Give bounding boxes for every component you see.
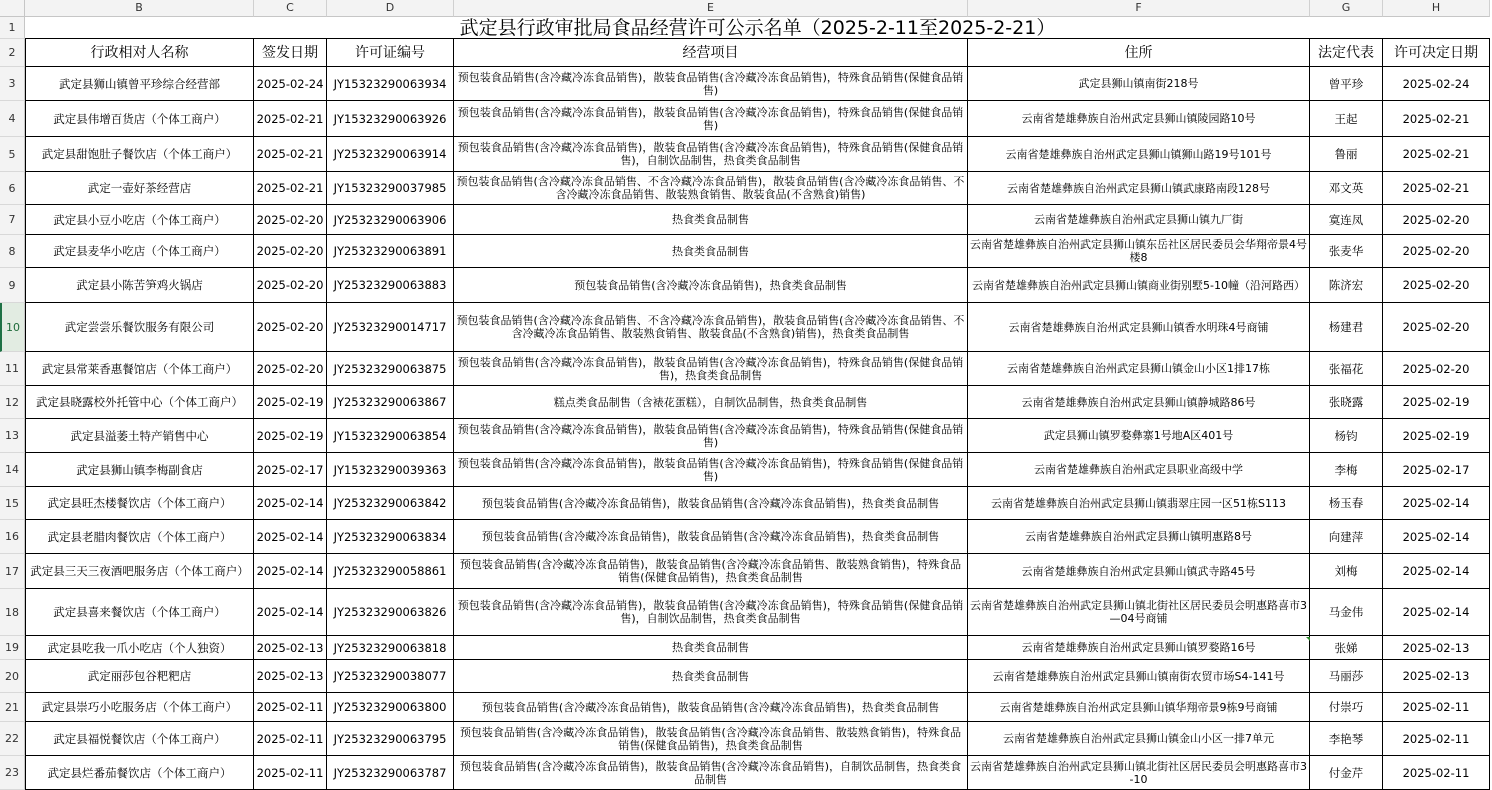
- header-address-column[interactable]: 住所: [968, 39, 1310, 67]
- cell-decision[interactable]: 2025-02-14: [1383, 520, 1490, 554]
- cell-address[interactable]: 云南省楚雄彝族自治州武定县狮山镇武康路南段128号: [968, 172, 1310, 205]
- cell-rep[interactable]: 张晓露: [1310, 386, 1383, 419]
- row-header-4[interactable]: 4: [0, 101, 25, 137]
- cell-date[interactable]: 2025-02-13: [254, 636, 327, 660]
- cell-date[interactable]: 2025-02-14: [254, 520, 327, 554]
- cell-license[interactable]: JY25323290063891: [327, 235, 454, 268]
- row-header-13[interactable]: 13: [0, 419, 25, 453]
- cell-date[interactable]: 2025-02-20: [254, 235, 327, 268]
- row-header-9[interactable]: 9: [0, 268, 25, 303]
- cell-date[interactable]: 2025-02-21: [254, 137, 327, 172]
- cell-address[interactable]: 云南省楚雄彝族自治州武定县狮山镇东岳社区居民委员会华翔帝景4号楼8: [968, 235, 1310, 268]
- header-name-column[interactable]: 行政相对人名称: [25, 39, 254, 67]
- cell-decision[interactable]: 2025-02-14: [1383, 554, 1490, 589]
- cell-decision[interactable]: 2025-02-20: [1383, 352, 1490, 386]
- cell-decision[interactable]: 2025-02-17: [1383, 453, 1490, 487]
- header-decision-column[interactable]: 许可决定日期: [1383, 39, 1490, 67]
- cell-name[interactable]: 武定县小陈苦笋鸡火锅店: [25, 268, 254, 303]
- cell-rep[interactable]: 马金伟: [1310, 589, 1383, 636]
- cell-license[interactable]: JY25323290063834: [327, 520, 454, 554]
- cell-date[interactable]: 2025-02-20: [254, 205, 327, 235]
- cell-name[interactable]: 武定一壶好茶经营店: [25, 172, 254, 205]
- cell-name[interactable]: 武定县狮山镇李梅副食店: [25, 453, 254, 487]
- cell-date[interactable]: 2025-02-24: [254, 67, 327, 101]
- cell-scope[interactable]: 预包装食品销售(含冷藏冷冻食品销售)，热食类食品制售: [454, 268, 968, 303]
- cell-scope[interactable]: 预包装食品销售(含冷藏冷冻食品销售、不含冷藏冷冻食品销售)，散装食品销售(含冷藏冷冻食品销售、不含冷藏冷冻食品销售、散装熟食销售、散装食品(不含熟食)销售): [454, 172, 968, 205]
- cell-decision[interactable]: 2025-02-20: [1383, 235, 1490, 268]
- cell-address[interactable]: 武定县狮山镇南街218号: [968, 67, 1310, 101]
- cell-license[interactable]: JY25323290063875: [327, 352, 454, 386]
- select-all-corner[interactable]: [0, 0, 25, 17]
- cell-address[interactable]: 武定县狮山镇罗婺彝寨1号地A区401号: [968, 419, 1310, 453]
- cell-date[interactable]: 2025-02-19: [254, 386, 327, 419]
- cell-name[interactable]: 武定县伟增百货店（个体工商户）: [25, 101, 254, 137]
- cell-date[interactable]: 2025-02-17: [254, 453, 327, 487]
- cell-license[interactable]: JY25323290063842: [327, 487, 454, 520]
- cell-decision[interactable]: 2025-02-14: [1383, 589, 1490, 636]
- header-license-column[interactable]: 许可证编号: [327, 39, 454, 67]
- cell-rep[interactable]: 杨钧: [1310, 419, 1383, 453]
- cell-scope[interactable]: 预包装食品销售(含冷藏冷冻食品销售)，散装食品销售(含冷藏冷冻食品销售)，特殊食品销售(保健食品销售): [454, 67, 968, 101]
- cell-license[interactable]: JY25323290063826: [327, 589, 454, 636]
- cell-decision[interactable]: 2025-02-11: [1383, 693, 1490, 722]
- cell-rep[interactable]: 向建萍: [1310, 520, 1383, 554]
- cell-scope[interactable]: 预包装食品销售(含冷藏冷冻食品销售)，散装食品销售(含冷藏冷冻食品销售、散装熟食销售)，特殊食品销售(保健食品销售)，热食类食品制售: [454, 554, 968, 589]
- column-header-b[interactable]: B: [25, 0, 254, 17]
- column-header-c[interactable]: C: [254, 0, 327, 17]
- cell-name[interactable]: 武定县吃我一爪小吃店（个人独资）: [25, 636, 254, 660]
- row-header-12[interactable]: 12: [0, 386, 25, 419]
- cell-license[interactable]: JY15323290063854: [327, 419, 454, 453]
- cell-license[interactable]: JY15323290063926: [327, 101, 454, 137]
- cell-rep[interactable]: 张福花: [1310, 352, 1383, 386]
- cell-license[interactable]: JY25323290063818: [327, 636, 454, 660]
- cell-rep[interactable]: 李梅: [1310, 453, 1383, 487]
- cell-license[interactable]: JY25323290058861: [327, 554, 454, 589]
- cell-rep[interactable]: 鲁丽: [1310, 137, 1383, 172]
- cell-date[interactable]: 2025-02-11: [254, 722, 327, 756]
- header-date-column[interactable]: 签发日期: [254, 39, 327, 67]
- row-header-16[interactable]: 16: [0, 520, 25, 554]
- cell-address[interactable]: 云南省楚雄彝族自治州武定县狮山镇武寺路45号: [968, 554, 1310, 589]
- cell-scope[interactable]: 预包装食品销售(含冷藏冷冻食品销售)，散装食品销售(含冷藏冷冻食品销售)，特殊食品销售(保健食品销售): [454, 101, 968, 137]
- cell-license[interactable]: JY25323290063795: [327, 722, 454, 756]
- row-header-22[interactable]: 22: [0, 722, 25, 756]
- cell-name[interactable]: 武定县小豆小吃店（个体工商户）: [25, 205, 254, 235]
- row-header-3[interactable]: 3: [0, 67, 25, 101]
- cell-license[interactable]: JY25323290014717: [327, 303, 454, 352]
- column-header-g[interactable]: G: [1310, 0, 1383, 17]
- cell-address[interactable]: 云南省楚雄彝族自治州武定县狮山镇金山小区1排17栋: [968, 352, 1310, 386]
- cell-date[interactable]: 2025-02-14: [254, 589, 327, 636]
- cell-address[interactable]: 云南省楚雄彝族自治州武定县狮山镇明惠路8号: [968, 520, 1310, 554]
- cell-license[interactable]: JY15323290063934: [327, 67, 454, 101]
- cell-scope[interactable]: 预包装食品销售(含冷藏冷冻食品销售)，散装食品销售(含冷藏冷冻食品销售)，特殊食品销售(保健食品销售)，热食类食品制售: [454, 352, 968, 386]
- cell-decision[interactable]: 2025-02-20: [1383, 268, 1490, 303]
- cell-indicator-icon: [1306, 637, 1310, 641]
- cell-decision[interactable]: 2025-02-20: [1383, 205, 1490, 235]
- cell-scope[interactable]: 预包装食品销售(含冷藏冷冻食品销售)，散装食品销售(含冷藏冷冻食品销售、散装熟食销售)，特殊食品销售(保健食品销售)，热食类食品制售: [454, 722, 968, 756]
- cell-scope[interactable]: 预包装食品销售(含冷藏冷冻食品销售)，散装食品销售(含冷藏冷冻食品销售)，特殊食品销售(保健食品销售): [454, 419, 968, 453]
- row-header-7[interactable]: 7: [0, 205, 25, 235]
- cell-date[interactable]: 2025-02-20: [254, 268, 327, 303]
- cell-address[interactable]: 云南省楚雄彝族自治州武定县狮山镇北街社区居民委员会明惠路喜市3-10: [968, 756, 1310, 790]
- row-header-17[interactable]: 17: [0, 554, 25, 589]
- cell-name[interactable]: 武定尝尝乐餐饮服务有限公司: [25, 303, 254, 352]
- cell-address[interactable]: 云南省楚雄彝族自治州武定县狮山镇陵园路10号: [968, 101, 1310, 137]
- cell-rep[interactable]: 邓文英: [1310, 172, 1383, 205]
- cell-name[interactable]: 武定丽莎包谷粑粑店: [25, 660, 254, 693]
- row-header-21[interactable]: 21: [0, 693, 25, 722]
- cell-name[interactable]: 武定县甜饱肚子餐饮店（个体工商户）: [25, 137, 254, 172]
- cell-date[interactable]: 2025-02-11: [254, 693, 327, 722]
- cell-decision[interactable]: 2025-02-11: [1383, 756, 1490, 790]
- cell-license[interactable]: JY25323290063787: [327, 756, 454, 790]
- cell-decision[interactable]: 2025-02-19: [1383, 386, 1490, 419]
- sheet-title[interactable]: 武定县行政审批局食品经营许可公示名单（2025-2-11至2025-2-21）: [25, 17, 1490, 39]
- row-header-15[interactable]: 15: [0, 487, 25, 520]
- cell-address[interactable]: 云南省楚雄彝族自治州武定县狮山镇金山小区一排7单元: [968, 722, 1310, 756]
- cell-rep[interactable]: 曾平珍: [1310, 67, 1383, 101]
- cell-decision[interactable]: 2025-02-11: [1383, 722, 1490, 756]
- cell-decision[interactable]: 2025-02-24: [1383, 67, 1490, 101]
- cell-name[interactable]: 武定县烂番茄餐饮店（个体工商户）: [25, 756, 254, 790]
- header-scope-column[interactable]: 经营项目: [454, 39, 968, 67]
- cell-date[interactable]: 2025-02-19: [254, 419, 327, 453]
- row-header-2[interactable]: 2: [0, 39, 25, 67]
- cell-name[interactable]: 武定县晓露校外托管中心（个体工商户）: [25, 386, 254, 419]
- cell-name[interactable]: 武定县狮山镇曾平珍综合经营部: [25, 67, 254, 101]
- cell-license[interactable]: JY25323290063883: [327, 268, 454, 303]
- cell-address[interactable]: 云南省楚雄彝族自治州武定县狮山镇九厂街: [968, 205, 1310, 235]
- row-header-14[interactable]: 14: [0, 453, 25, 487]
- cell-rep[interactable]: 付崇巧: [1310, 693, 1383, 722]
- cell-license[interactable]: JY25323290063914: [327, 137, 454, 172]
- cell-license[interactable]: JY25323290063906: [327, 205, 454, 235]
- cell-scope[interactable]: 热食类食品制售: [454, 205, 968, 235]
- cell-decision[interactable]: 2025-02-21: [1383, 137, 1490, 172]
- cell-name[interactable]: 武定县喜来餐饮店（个体工商户）: [25, 589, 254, 636]
- cell-scope[interactable]: 糕点类食品制售（含裱花蛋糕），自制饮品制售，热食类食品制售: [454, 386, 968, 419]
- cell-scope[interactable]: 预包装食品销售(含冷藏冷冻食品销售)，散装食品销售(含冷藏冷冻食品销售)，热食类食品制售: [454, 487, 968, 520]
- cell-date[interactable]: 2025-02-20: [254, 352, 327, 386]
- row-header-8[interactable]: 8: [0, 235, 25, 268]
- cell-date[interactable]: 2025-02-20: [254, 303, 327, 352]
- cell-rep[interactable]: 杨建君: [1310, 303, 1383, 352]
- cell-decision[interactable]: 2025-02-13: [1383, 636, 1490, 660]
- cell-rep[interactable]: 王起: [1310, 101, 1383, 137]
- cell-address[interactable]: 云南省楚雄彝族自治州武定县狮山镇狮山路19号101号: [968, 137, 1310, 172]
- row-header-19[interactable]: 19: [0, 636, 25, 660]
- row-header-20[interactable]: 20: [0, 660, 25, 693]
- cell-rep[interactable]: 李艳琴: [1310, 722, 1383, 756]
- cell-decision[interactable]: 2025-02-19: [1383, 419, 1490, 453]
- cell-decision[interactable]: 2025-02-14: [1383, 487, 1490, 520]
- cell-date[interactable]: 2025-02-14: [254, 554, 327, 589]
- cell-scope[interactable]: 热食类食品制售: [454, 660, 968, 693]
- cell-address[interactable]: 云南省楚雄彝族自治州武定县狮山镇北街社区居民委员会明惠路喜市3—04号商铺: [968, 589, 1310, 636]
- cell-decision[interactable]: 2025-02-20: [1383, 303, 1490, 352]
- cell-scope[interactable]: 预包装食品销售(含冷藏冷冻食品销售)，散装食品销售(含冷藏冷冻食品销售)，特殊食品销售(保健食品销售)，自制饮品制售，热食类食品制售: [454, 589, 968, 636]
- cell-name[interactable]: 武定县福悦餐饮店（个体工商户）: [25, 722, 254, 756]
- cell-name[interactable]: 武定县崇巧小吃服务店（个体工商户）: [25, 693, 254, 722]
- cell-rep[interactable]: 陈济宏: [1310, 268, 1383, 303]
- cell-scope[interactable]: 热食类食品制售: [454, 235, 968, 268]
- cell-address[interactable]: 云南省楚雄彝族自治州武定县狮山镇罗婺路16号: [968, 636, 1310, 660]
- cell-address[interactable]: 云南省楚雄彝族自治州武定县狮山镇翡翠庄园一区51栋S113: [968, 487, 1310, 520]
- column-header-h[interactable]: H: [1383, 0, 1490, 17]
- cell-date[interactable]: 2025-02-21: [254, 172, 327, 205]
- cell-date[interactable]: 2025-02-11: [254, 756, 327, 790]
- row-header-18[interactable]: 18: [0, 589, 25, 636]
- cell-name[interactable]: 武定县旺杰楼餐饮店（个体工商户）: [25, 487, 254, 520]
- cell-address[interactable]: 云南省楚雄彝族自治州武定县狮山镇香水明珠4号商铺: [968, 303, 1310, 352]
- cell-rep[interactable]: 付金芹: [1310, 756, 1383, 790]
- cell-rep[interactable]: 马丽莎: [1310, 660, 1383, 693]
- cell-address[interactable]: 云南省楚雄彝族自治州武定县狮山镇商业街别墅5-10幢（沿河路西）: [968, 268, 1310, 303]
- row-header-23[interactable]: 23: [0, 756, 25, 790]
- cell-date[interactable]: 2025-02-21: [254, 101, 327, 137]
- cell-name[interactable]: 武定县溢萎土特产销售中心: [25, 419, 254, 453]
- cell-date[interactable]: 2025-02-14: [254, 487, 327, 520]
- cell-scope[interactable]: 预包装食品销售(含冷藏冷冻食品销售)，散装食品销售(含冷藏冷冻食品销售)，特殊食品销售(保健食品销售): [454, 453, 968, 487]
- row-header-5[interactable]: 5: [0, 137, 25, 172]
- cell-decision[interactable]: 2025-02-13: [1383, 660, 1490, 693]
- cell-rep[interactable]: 刘梅: [1310, 554, 1383, 589]
- cell-scope[interactable]: 预包装食品销售(含冷藏冷冻食品销售)，散装食品销售(含冷藏冷冻食品销售)，热食类食品制售: [454, 520, 968, 554]
- cell-license[interactable]: JY15323290039363: [327, 453, 454, 487]
- header-rep-column[interactable]: 法定代表: [1310, 39, 1383, 67]
- row-header-6[interactable]: 6: [0, 172, 25, 205]
- column-header-e[interactable]: E: [454, 0, 968, 17]
- cell-decision[interactable]: 2025-02-21: [1383, 172, 1490, 205]
- row-header-11[interactable]: 11: [0, 352, 25, 386]
- cell-name[interactable]: 武定县麦华小吃店（个体工商户）: [25, 235, 254, 268]
- cell-scope[interactable]: 预包装食品销售(含冷藏冷冻食品销售、不含冷藏冷冻食品销售)，散装食品销售(含冷藏冷冻食品销售、不含冷藏冷冻食品销售、散装熟食销售、散装食品(不含熟食)销售)，热食类食品制售: [454, 303, 968, 352]
- cell-scope[interactable]: 预包装食品销售(含冷藏冷冻食品销售)，散装食品销售(含冷藏冷冻食品销售)，热食类食品制售: [454, 693, 968, 722]
- cell-license[interactable]: JY25323290063800: [327, 693, 454, 722]
- row-header-1[interactable]: 1: [0, 17, 25, 39]
- cell-address[interactable]: 云南省楚雄彝族自治州武定县狮山镇华翔帝景9栋9号商铺: [968, 693, 1310, 722]
- cell-address[interactable]: 云南省楚雄彝族自治州武定县职业高级中学: [968, 453, 1310, 487]
- row-header-10[interactable]: 10: [0, 303, 25, 352]
- column-header-f[interactable]: F: [968, 0, 1310, 17]
- cell-rep[interactable]: 杨玉春: [1310, 487, 1383, 520]
- cell-scope[interactable]: 热食类食品制售: [454, 636, 968, 660]
- cell-rep[interactable]: 张娣: [1310, 636, 1383, 660]
- column-header-d[interactable]: D: [327, 0, 454, 17]
- cell-name[interactable]: 武定县三天三夜酒吧服务店（个体工商户）: [25, 554, 254, 589]
- cell-scope[interactable]: 预包装食品销售(含冷藏冷冻食品销售)，散装食品销售(含冷藏冷冻食品销售)，自制饮品制售，热食类食品制售: [454, 756, 968, 790]
- cell-scope[interactable]: 预包装食品销售(含冷藏冷冻食品销售)，散装食品销售(含冷藏冷冻食品销售)，特殊食品销售(保健食品销售)，自制饮品制售，热食类食品制售: [454, 137, 968, 172]
- cell-name[interactable]: 武定县常莱香惠餐馆店（个体工商户）: [25, 352, 254, 386]
- cell-address[interactable]: 云南省楚雄彝族自治州武定县狮山镇南街农贸市场S4-141号: [968, 660, 1310, 693]
- cell-date[interactable]: 2025-02-13: [254, 660, 327, 693]
- cell-rep[interactable]: 寞连凤: [1310, 205, 1383, 235]
- cell-rep[interactable]: 张麦华: [1310, 235, 1383, 268]
- cell-address[interactable]: 云南省楚雄彝族自治州武定县狮山镇静城路86号: [968, 386, 1310, 419]
- cell-decision[interactable]: 2025-02-21: [1383, 101, 1490, 137]
- cell-license[interactable]: JY25323290038077: [327, 660, 454, 693]
- cell-name[interactable]: 武定县老腊肉餐饮店（个体工商户）: [25, 520, 254, 554]
- cell-license[interactable]: JY25323290063867: [327, 386, 454, 419]
- cell-license[interactable]: JY15323290037985: [327, 172, 454, 205]
